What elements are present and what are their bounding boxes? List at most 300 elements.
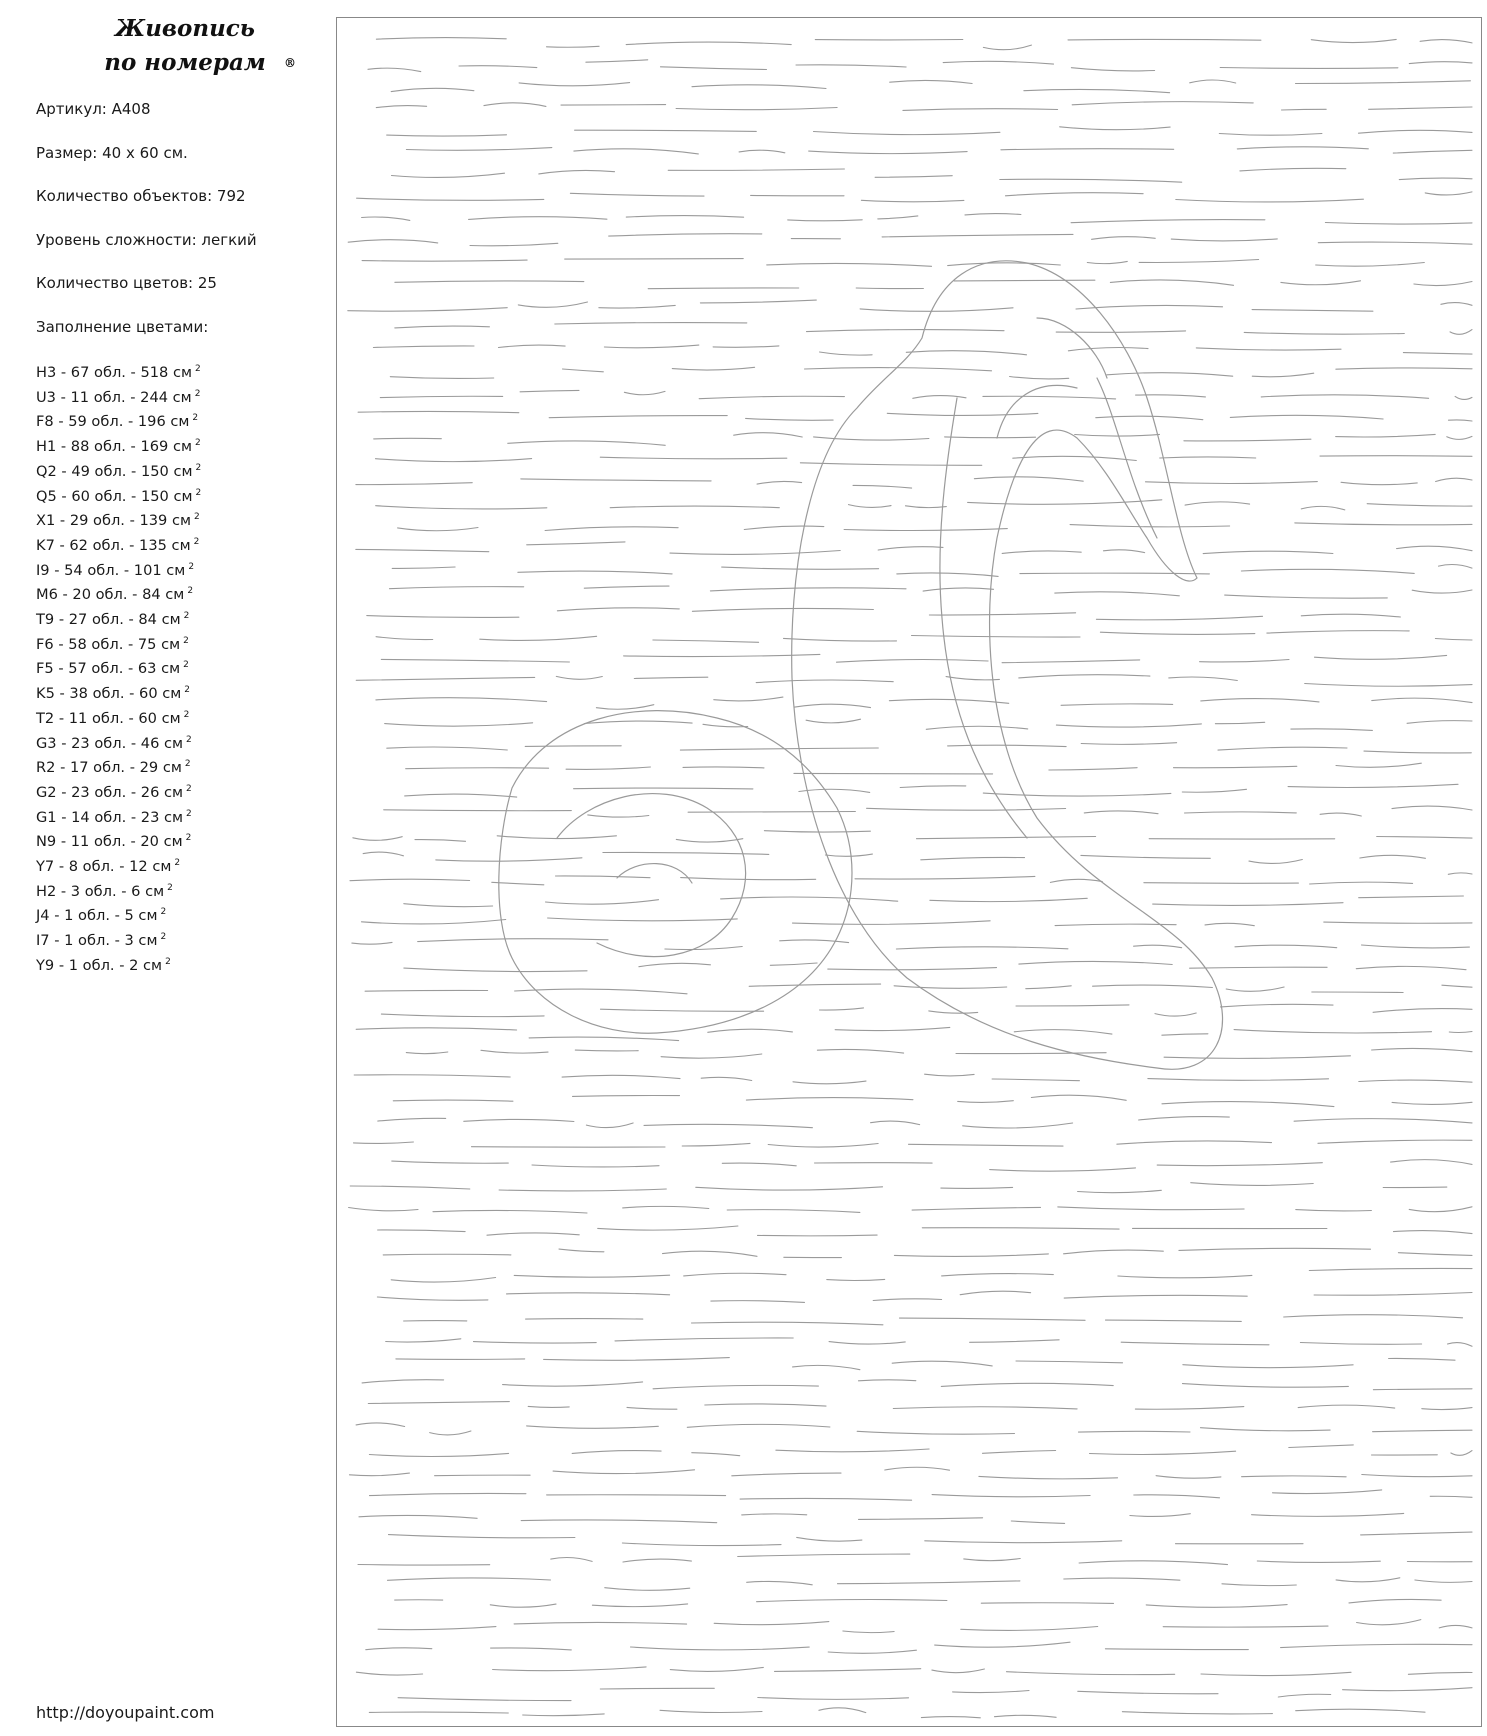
ripple-line [601,1009,764,1011]
ripple-line [386,1339,461,1342]
ripple-line [873,1299,941,1301]
ripple-line [1006,193,1144,196]
ripple-line [518,302,587,307]
ripple-line [1064,1250,1164,1254]
color-fill-item [36,532,201,557]
color-fill-item [36,384,201,409]
ripple-line [1148,1079,1329,1081]
ripple-line [600,1688,714,1689]
ripple-line [1449,420,1473,421]
ripple-line [1398,1253,1472,1256]
ripple-line [837,660,989,663]
ripple-line [859,1380,916,1381]
canvas-size: Размер: 40 х 60 см. [36,143,188,162]
ripple-line [929,1011,978,1013]
ripple-line [660,1710,762,1712]
ripple-line [912,1207,1040,1210]
color-fill-text: J4 - 1 обл. - 5 см [36,907,158,925]
ripple-line [1295,523,1472,525]
ripple-line [1267,631,1409,633]
squared-unit-mark: 2 [186,734,192,745]
ripple-line [350,1473,410,1476]
ripple-line [1219,134,1322,136]
ripple-line [1093,985,1213,987]
ripple-line [1412,590,1472,593]
ripple-line [356,549,489,551]
ripple-line [623,1559,691,1562]
color-fill-item [36,902,201,927]
color-fill-text: Q5 - 60 обл. - 150 см [36,487,193,505]
ripple-line [681,878,816,880]
ripple-line [1281,1644,1472,1647]
ripple-line [1315,655,1447,659]
ripple-line [605,1588,690,1591]
ripple-line [1171,239,1277,241]
difficulty-level: Уровень сложности: легкий [36,230,257,249]
ripple-line [692,1322,883,1325]
ripple-line [623,1206,709,1208]
ripple-line [1130,1514,1190,1517]
ripple-line [722,1163,796,1166]
ripple-line [1305,684,1472,687]
ripple-line [861,200,964,201]
ripple-line [545,527,678,531]
ripple-line [1134,945,1182,948]
ripple-line [1392,1102,1472,1104]
ripple-line [1215,722,1264,723]
ripple-line [1301,614,1400,617]
ripple-line [353,837,402,841]
ripple-line [909,1144,1064,1146]
color-fill-text: Q2 - 49 обл. - 150 см [36,462,193,480]
ripple-line [508,441,665,445]
ripple-line [827,1279,885,1280]
ripple-line [990,1168,1136,1171]
squared-unit-mark: 2 [183,660,189,671]
ripple-line [553,1470,694,1474]
ripple-line [376,106,426,108]
ripple-line [1359,896,1464,898]
ripple-line [1201,1428,1331,1431]
ripple-line [1343,1688,1472,1691]
ripple-line [742,1514,807,1515]
ripple-line [1301,506,1345,510]
ripple-line [793,1365,860,1369]
ripple-line [356,1028,516,1030]
ripple-line [406,768,549,769]
ripple-line [1055,924,1176,925]
ripple-line [942,1274,1054,1276]
ripple-line [1117,1141,1272,1144]
ripple-line [359,1515,477,1518]
squared-unit-mark: 2 [187,586,194,597]
ripple-line [1415,1580,1472,1582]
ripple-line [1061,704,1173,705]
ripple-line [1011,1521,1064,1523]
ripple-line [819,1708,866,1713]
ripple-line [1221,1004,1334,1007]
ripple-line [1372,1048,1472,1051]
ripple-line [349,1208,418,1211]
ripple-line [586,60,648,62]
ripple-line [1377,837,1472,839]
ripple-line [404,968,587,971]
ripple-line [521,479,711,481]
ripple-line [1058,1207,1244,1210]
ripple-line [684,1273,786,1276]
ripple-line [800,463,981,466]
ripple-line [1442,985,1472,987]
ripple-line [383,1254,511,1255]
ripple-line [1296,1709,1425,1712]
color-fill-item [36,408,201,433]
color-fill-text: N9 - 11 обл. - 20 см [36,833,183,851]
ripple-line [829,1342,905,1344]
ripple-line [527,1426,659,1428]
ripple-line [1420,40,1472,43]
ripple-line [369,1453,508,1456]
ripple-line [1081,743,1176,745]
ripple-line [946,677,999,680]
ripple-line [1218,747,1347,750]
ripple-line [1162,1034,1208,1035]
ripple-line [1441,303,1472,306]
ripple-line [1310,882,1413,884]
ripple-line [817,1049,903,1053]
squared-unit-mark: 2 [184,759,191,770]
ripple-line [1230,415,1383,419]
ripple-line [1336,1578,1400,1582]
ripple-line [525,746,621,747]
ripple-line [875,176,952,178]
ripple-line [1244,332,1404,334]
ripple-line [1425,192,1472,195]
ripple-line [1359,1080,1472,1082]
ripple-line [889,699,1008,703]
ripple-line [490,1604,556,1607]
ripple-line [1367,504,1472,506]
ripple-line [1430,1496,1472,1497]
ripple-line [1163,1626,1328,1627]
ripple-line [380,396,502,397]
ripple-line [1448,873,1472,874]
ripple-line [1252,373,1313,377]
ripple-line [867,808,1066,810]
color-fill-item [36,705,201,730]
ripple-line [746,418,834,420]
ripple-line [795,704,871,707]
ripple-line [722,567,879,569]
color-count: Количество цветов: 25 [36,274,217,292]
ripple-line [493,1667,646,1671]
ripple-line [385,723,533,726]
ripple-line [1050,879,1102,882]
ripple-line [1064,1295,1247,1298]
ripple-line [507,1293,670,1295]
ripple-line [1001,149,1174,150]
ripple-line [1016,1361,1123,1363]
ripple-line [527,542,625,545]
ripple-line [1273,1490,1382,1494]
ripple-line [1455,396,1472,399]
ripple-line [365,990,488,991]
ripple-line [700,300,816,303]
ripple-line [1394,1231,1473,1234]
ripple-line [670,551,840,555]
product-info [36,100,257,361]
ripple-line [965,214,1021,215]
ripple-line [794,773,993,774]
ripple-line [814,132,1000,135]
ripple-line [1389,1358,1455,1360]
ripple-line [1064,1578,1180,1580]
ripple-line [528,1406,569,1407]
ripple-line [362,217,410,220]
ripple-line [405,794,517,797]
ripple-line [974,477,1083,481]
ripple-line [562,1075,680,1078]
ripple-line [1362,1475,1472,1477]
ripple-line [1105,1649,1248,1650]
ripple-line [1364,751,1471,753]
squared-unit-mark: 2 [195,462,202,473]
ripple-line [1096,616,1262,620]
ripple-line [348,308,507,311]
ripple-line [788,220,863,221]
color-fill-item [36,680,201,705]
ripple-line [480,636,597,640]
ripple-line [648,288,799,289]
ripple-line [1451,1451,1472,1456]
ripple-line [565,259,744,260]
ripple-line [925,1074,975,1076]
ripple-line [805,368,992,371]
ripple-line [1019,675,1150,678]
ripple-line [1153,903,1343,906]
ripple-line [1291,729,1373,731]
ripple-line [1185,502,1250,505]
color-fill-text: G2 - 23 обл. - 26 см [36,783,184,801]
ripple-line [1205,923,1254,925]
ripple-line [573,1096,680,1097]
ripple-line [948,263,1061,266]
ripple-line [932,1669,985,1673]
ripple-line [835,1027,950,1030]
ripple-line [1318,1140,1472,1143]
ripple-line [714,697,783,701]
ripple-line [799,789,870,792]
ripple-line [903,109,1058,111]
ripple-line [676,108,837,110]
ripple-line [551,1557,592,1561]
ripple-line [561,105,666,106]
ripple-line [1179,1248,1371,1250]
ripple-line [1016,1005,1129,1006]
ripple-line [1237,147,1368,149]
squared-unit-mark: 2 [194,388,201,399]
ripple-line [1026,986,1071,989]
squared-unit-mark: 2 [195,487,202,498]
ripple-line [596,705,653,710]
ripple-line [1079,1561,1227,1565]
ripple-line [1284,1315,1463,1318]
squared-unit-mark: 2 [165,956,171,967]
squared-unit-mark: 2 [160,932,167,943]
ripple-line [882,234,1073,237]
color-fill-item [36,655,201,680]
website-link[interactable]: http://doyoupaint.com [36,1703,215,1722]
ripple-line [1409,1207,1472,1212]
ripple-line [892,1361,992,1366]
paint-by-number-canvas [336,17,1482,1727]
ripple-line [885,1467,950,1470]
ripple-line [1079,1431,1191,1432]
ripple-line [1252,310,1373,312]
color-fill-item [36,730,201,755]
ripple-line [514,1275,669,1277]
ripple-line [983,1451,1056,1454]
ripple-line [954,280,1095,281]
ripple-line [626,216,743,218]
ripple-line [1100,632,1254,634]
squared-unit-mark: 2 [184,685,191,696]
ripple-line [1320,813,1361,816]
color-fill-item [36,779,201,804]
ripple-line [556,676,602,679]
ripple-line [395,326,490,328]
ripple-line [644,1124,812,1127]
ripple-line [356,677,535,680]
ripple-line [381,659,569,662]
ripple-line [1190,80,1236,83]
ripple-line [350,1186,470,1189]
ripple-line [1110,280,1233,285]
ripple-line [906,351,1026,355]
ripple-line [699,396,844,398]
ripple-line [1222,1584,1296,1586]
ripple-line [1155,1013,1196,1016]
ripple-line [388,1578,551,1580]
fill-title: Заполнение цветами: [36,317,209,336]
ripple-line [1278,1694,1330,1697]
ripple-line [350,879,470,881]
ripple-line [354,1142,414,1143]
ripple-line [1235,945,1337,948]
ripple-line [1201,1672,1351,1675]
ripple-line [1078,1190,1162,1192]
color-fill-text: I7 - 1 обл. - 3 см [36,932,158,950]
ripple-line [1070,525,1230,527]
ripple-line [1403,353,1472,355]
ripple-line [775,1669,921,1672]
ripple-line [682,1143,750,1146]
ripple-line [503,1382,643,1386]
ripple-line [713,346,779,347]
ripple-line [369,1712,508,1713]
ripple-line [1407,721,1472,724]
ripple-line [390,587,524,589]
ripple-line [378,1627,496,1630]
ripple-line [393,1100,513,1101]
color-fill-item [36,507,201,532]
ripple-line [941,1383,1113,1386]
ripple-line [838,1581,1020,1584]
ripple-line [1397,546,1472,551]
ripple-line [701,1077,752,1080]
color-fill-text: F8 - 59 обл. - 196 см [36,413,190,431]
color-fill-item [36,952,201,977]
ripple-line [358,1565,490,1566]
ripple-line [356,1672,422,1675]
ripple-line [1071,220,1265,223]
color-fill-text: R2 - 17 обл. - 29 см [36,759,182,777]
ripple-line [1014,1030,1112,1034]
ripple-line [930,898,1087,901]
ripple-line [544,1358,730,1361]
ripple-line [796,65,906,67]
ripple-line [470,243,558,245]
ripple-line [600,457,787,459]
ripple-line [705,1404,826,1406]
ripple-line [366,1648,432,1650]
ripple-line [514,1622,687,1624]
ripple-line [1121,1342,1269,1345]
ripple-line [387,135,507,136]
ripple-line [376,506,547,509]
ripple-line [1010,377,1069,379]
ripple-line [849,505,892,508]
ripple-line [404,904,493,907]
ripple-line [692,1453,740,1456]
ripple-line [523,1714,605,1716]
ripple-line [747,1581,813,1584]
ripple-line [912,636,1081,638]
ripple-line [521,1520,717,1523]
ripple-line [572,1451,661,1454]
ripple-line [609,234,762,236]
ripple-line [1325,223,1472,225]
ripple-line [1190,967,1328,968]
ripple-line [913,396,966,399]
ripple-line [610,506,779,508]
ripple-line [406,1052,448,1054]
ripple-line [362,920,506,924]
ripple-line [584,586,669,588]
ripple-line [926,726,1027,729]
ripple-line [983,45,1031,50]
ripple-line [995,1715,1057,1717]
ripple-line [1107,373,1233,377]
ripple-line [515,989,687,994]
registered-mark: ® [284,56,296,70]
color-fill-item [36,433,201,458]
ripple-line [1261,395,1428,398]
ripple-line [1316,263,1425,267]
ripple-line [983,396,1116,399]
ripple-line [1068,348,1148,351]
ripple-line [1360,855,1426,858]
ripple-line [746,1098,913,1101]
color-fill-item [36,606,201,631]
color-fill-text: I9 - 54 обл. - 101 см [36,561,186,579]
ripple-line [1060,127,1170,130]
ripple-line [1373,1430,1472,1432]
ripple-line [764,831,870,832]
ripple-line [415,840,466,842]
ripple-line [1356,966,1466,969]
ripple-line [398,528,478,531]
ripple-line [1196,348,1341,350]
